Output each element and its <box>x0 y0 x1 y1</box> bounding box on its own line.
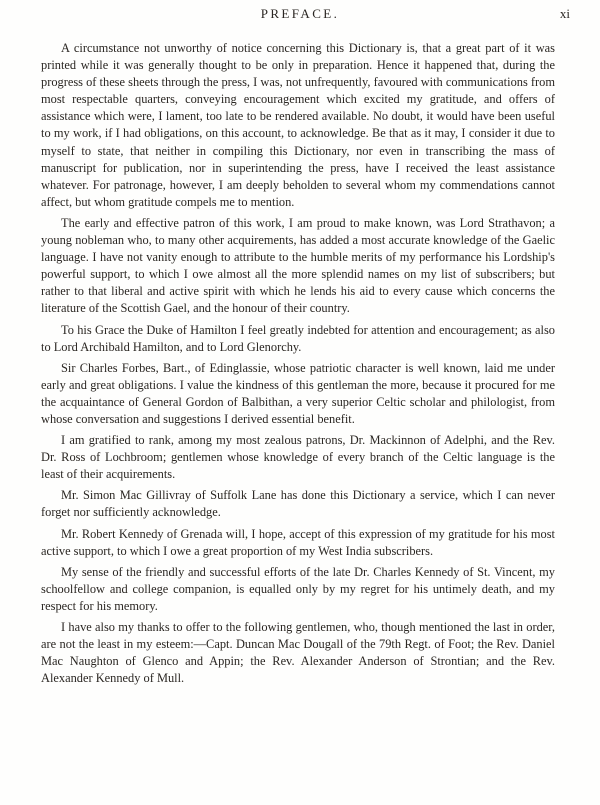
preface-text <box>41 40 555 691</box>
paragraph-zealous-patrons: I am gratified to rank, among my most zealous patrons, Dr. Mackinnon of Adelphi, and the Rev. Dr. Ross of Lochbroom; gentlemen whose knowledge of every branch of the Celtic language is the least of their acquirements. <box>41 433 555 482</box>
running-title: PREFACE. <box>260 6 340 21</box>
paragraph-circumstance: A circumstance not unworthy of notice concerning this Dictionary is, that a great part of it was printed while it was generally thought to be only in preparation. Hence it happened that, during the progress of these sheets through the press, I was, not unfrequently, favoured with communications from most respectable quarters, conveying encouragement which excited my gratitude, and offers of assistance which were, I lament, too late to be rendered available. No doubt, it would have been useful to my work, if I had obligations, on this account, to acknowledge. Be that as it may, I consider it due to myself to state, that neither in compiling this Dictionary, nor even in transcribing the mass of manuscript for publication, nor in superintending the press, have I received the least assistance whatever. For patronage, however, I am deeply beholden to several whom my commendations cannot affect, but whom gratitude compels me to mention. <box>41 41 555 209</box>
paragraph-simon-mac-gillivray: Mr. Simon Mac Gillivray of Suffolk Lane has done this Dictionary a service, which I can never forget nor sufficiently acknowledge. <box>41 488 555 520</box>
paragraph-robert-kennedy: Mr. Robert Kennedy of Grenada will, I hope, accept of this expression of my gratitude for his most active support, to which I owe a great proportion of my West India subscribers. <box>41 526 555 558</box>
page-header <box>0 6 600 26</box>
paragraph-thanks-gentlemen: I have also my thanks to offer to the following gentlemen, who, though mentioned the last in order, are not the least in my esteem:—Capt. Duncan Mac Dougall of the 79th Regt. of Foot; the Rev. Daniel Mac Naughton of Glenco and Appin; the Rev. Alexander Anderson of Strontian; and the Rev. Alexander Kennedy of Mull. <box>41 620 555 686</box>
paragraph-lord-strathavon: The early and effective patron of this work, I am proud to make known, was Lord Strathavon; a young nobleman who, to many other acquirements, has added a most accurate knowledge of the Gaelic language. I have not vanity enough to attribute to the humble merits of my performance his Lordship's powerful support, to which I owe almost all the more splendid names on my list of subscribers; but rather to that liberal and active spirit with which he lends his aid to every cause which concerns the literature of the Scottish Gael, and the honour of their country. <box>41 215 555 316</box>
paragraph-charles-kennedy: My sense of the friendly and successful efforts of the late Dr. Charles Kennedy of St. Vincent, my schoolfellow and college companion, is equalled only by my regret for his untimely death, and my respect for his memory. <box>41 564 555 613</box>
paragraph-duke-of-hamilton: To his Grace the Duke of Hamilton I feel greatly indebted for attention and encouragement; as also to Lord Archibald Hamilton, and to Lord Glenorchy. <box>41 322 555 354</box>
page-number: xi <box>559 6 570 21</box>
paragraph-sir-charles-forbes: Sir Charles Forbes, Bart., of Edinglassie, whose patriotic character is well known, laid me under early and great obligations. I value the kindness of this gentleman the more, because it procured for me the acquaintance of General Gordon of Balbithan, a very superior Celtic scholar and philologist, from whose conversation and suggestions I derived essential benefit. <box>41 360 555 426</box>
